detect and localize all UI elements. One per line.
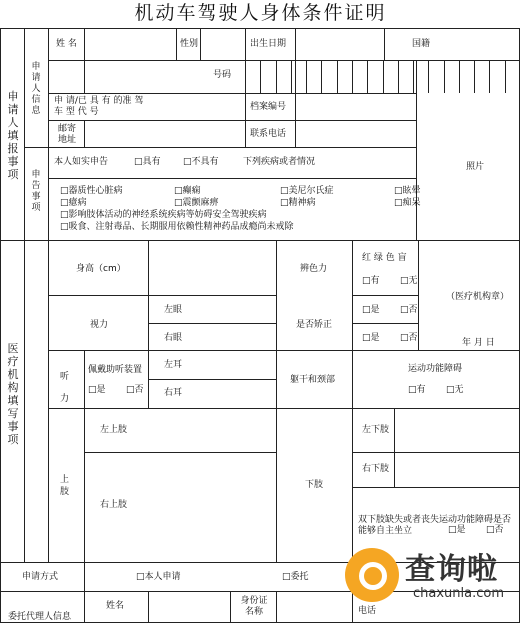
entrust-checkbox[interactable]: □委托 [282, 572, 309, 582]
photo-label: 照片 [466, 162, 485, 172]
agent-info-label: 委托代理人信息 [8, 612, 72, 622]
left-lower-label: 左下肢 [362, 425, 390, 435]
disease-vertigo[interactable]: □眩晕 [394, 186, 421, 196]
color-blind-no[interactable]: □无 [400, 276, 418, 286]
hearing-label: 听力 [60, 372, 70, 404]
disease-heart[interactable]: □器质性心脏病 [60, 186, 123, 196]
hearing-aid-yes[interactable]: □是 [88, 385, 106, 395]
gender-label: 性别 [180, 39, 199, 49]
disease-drug[interactable]: □吸食、注射毒品、长期服用依赖性精神药品成瘾尚未戒除 [60, 222, 294, 232]
motor-label: 运动功能障碍 [408, 364, 463, 374]
double-lower-no[interactable]: □否 [486, 525, 504, 535]
disease-psychosis[interactable]: □精神病 [280, 198, 316, 208]
address-label: 邮寄地址 [58, 124, 77, 145]
right-upper-label: 右上肢 [100, 500, 128, 510]
motor-no[interactable]: □无 [446, 385, 464, 395]
vision-label: 视力 [90, 320, 109, 330]
right-lower-label: 右下肢 [362, 464, 390, 474]
nationality-label: 国籍 [412, 39, 431, 49]
corrected-right-yes[interactable]: □是 [362, 333, 380, 343]
height-label: 身高（cm） [76, 264, 126, 274]
double-lower-yes[interactable]: □是 [448, 525, 466, 535]
hearing-aid-label: 佩戴助听装置 [88, 365, 143, 375]
id-number-label: 号码 [213, 70, 232, 80]
motor-yes[interactable]: □有 [408, 385, 426, 395]
applicant-info-label: 申请人信息 [31, 62, 41, 116]
magnifier-icon [345, 548, 399, 602]
color-label: 辨色力 [300, 264, 328, 274]
color-blind-label: 红 绿 色 盲 [362, 253, 407, 263]
watermark-text: 查询啦 [405, 552, 498, 587]
disease-neuro[interactable]: □影响肢体活动的神经系统疾病等妨碍安全驾驶疾病 [60, 210, 267, 220]
left-upper-label: 左上肢 [100, 425, 128, 435]
lower-label: 下肢 [305, 480, 324, 490]
id-name-label: 身份证名称 [240, 596, 268, 617]
watermark-url: chaxunla.com [413, 586, 504, 601]
self-apply-checkbox[interactable]: □本人申请 [136, 572, 181, 582]
phone-label: 联系电话 [250, 129, 287, 139]
declare-text: 本人如实申告 [54, 157, 109, 167]
hearing-aid-no[interactable]: □否 [126, 385, 144, 395]
vehicle-code-label: 申 请/已 具 有 的准 驾 车 型 代 号 [54, 96, 144, 117]
date-label: 年 月 日 [462, 338, 495, 348]
disease-hysteria[interactable]: □癔病 [60, 198, 87, 208]
corrected-left-no[interactable]: □否 [400, 305, 418, 315]
medical-section-label: 医疗机构填写事项 [7, 342, 19, 446]
birth-label: 出生日期 [250, 39, 287, 49]
file-no-label: 档案编号 [250, 102, 287, 112]
applicant-section-label: 申请人填报事项 [7, 90, 19, 181]
left-eye-label: 左眼 [164, 305, 183, 315]
not-has-checkbox[interactable]: □不具有 [183, 157, 219, 167]
color-blind-yes[interactable]: □有 [362, 276, 380, 286]
left-ear-label: 左耳 [164, 360, 183, 370]
has-checkbox[interactable]: □具有 [134, 157, 161, 167]
org-seal-label: （医疗机构章） [446, 292, 510, 302]
watermark [335, 540, 521, 623]
trunk-label: 躯干和颈部 [290, 375, 336, 385]
form-title: 机动车驾驶人身体条件证明 [134, 2, 387, 24]
disease-epilepsy[interactable]: □癫痫 [174, 186, 201, 196]
corrected-label: 是否矫正 [296, 320, 333, 330]
agent-name-label: 姓名 [106, 601, 125, 611]
agent-phone-label: 电话 [358, 606, 377, 616]
declare-group-label: 申告事项 [31, 170, 41, 213]
right-ear-label: 右耳 [164, 388, 183, 398]
name-label: 姓 名 [56, 39, 77, 49]
disease-meniere[interactable]: □美尼尔氏症 [280, 186, 334, 196]
right-eye-label: 右眼 [164, 333, 183, 343]
disease-dementia[interactable]: □痴呆 [394, 198, 421, 208]
double-lower-label: 双下肢缺失或者丧失运动功能障碍是否能够自主坐立 [358, 515, 512, 536]
following-text: 下列疾病或者情况 [243, 157, 316, 167]
apply-method-label: 申请方式 [22, 572, 59, 582]
corrected-right-no[interactable]: □否 [400, 333, 418, 343]
disease-parkinson[interactable]: □震颤麻痹 [174, 198, 219, 208]
corrected-left-yes[interactable]: □是 [362, 305, 380, 315]
upper-label: 上肢 [60, 475, 70, 497]
